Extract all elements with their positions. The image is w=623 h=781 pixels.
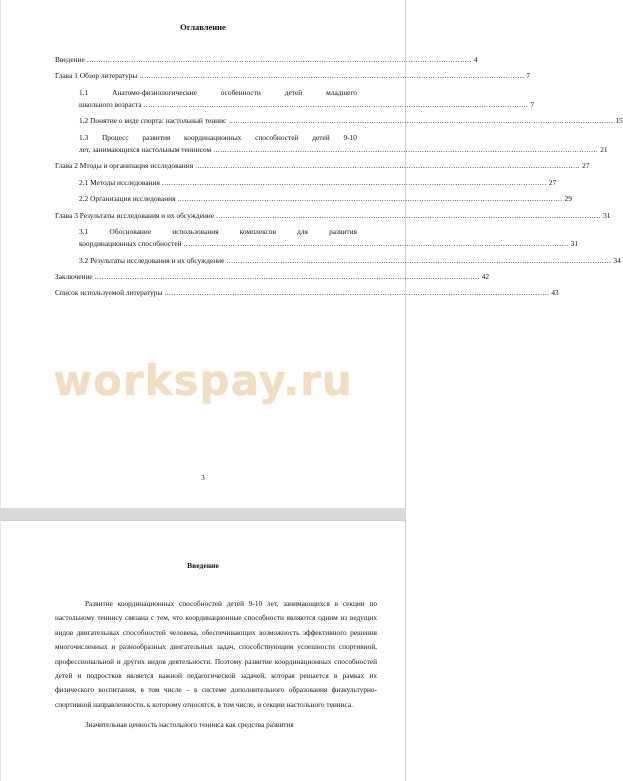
toc-leader-dots: .................................................................................................................................................................... xyxy=(139,71,525,81)
toc-entry[interactable] xyxy=(55,255,621,267)
toc-leader-dots: .................................................................................................................................................................... xyxy=(228,116,614,126)
toc-entry-page: 7 xyxy=(526,71,531,81)
section-body xyxy=(55,597,377,733)
toc-leader-dots: .................................................................................................................................................................... xyxy=(177,194,563,204)
toc-leader-dots: .................................................................................................................................................................... xyxy=(143,99,529,109)
toc-leader-dots: .................................................................................................................................................................... xyxy=(183,239,569,249)
page-number: 3 xyxy=(201,474,205,482)
toc-entry-page: 4 xyxy=(473,55,478,64)
toc-entry[interactable] xyxy=(55,115,623,127)
toc-entry[interactable] xyxy=(55,193,572,205)
paragraph: Развитие координационных способностей детей 9-10 лет, занимающихся в секции по настольному теннису связана с тем, что координационные способности являются одним из ведущих видов двигательных способностей человека, обеспечивающих возможность эффективного решения многочисленных и разнообразных двигательных задач, способствующим успешности спортивной, профессиональной и других видов деятельности. Поэтому развитие координационных способностей детей и подростков является важной педагогической задачей, которая решается в рамках их физического воспитания, в том числе – в системе дополнительного образования физкультурно-спортивной направленности, к которому относятся, в том числе, и секции настольного тенниса. xyxy=(55,599,377,709)
toc-entry-text: 3.2 Результаты исследования и их обсуждение xyxy=(79,255,225,265)
toc-entry-text: Заключение xyxy=(55,271,93,281)
toc-entry-page: 43 xyxy=(551,288,559,298)
toc-entry-text: Глава 2 Мтоды и организация исследования xyxy=(55,161,194,171)
toc-entry-text: 1.3 Процесс развития координационных способностей детей 9-10 xyxy=(79,132,357,142)
document-page xyxy=(0,520,406,781)
toc-entry[interactable] xyxy=(55,271,490,283)
toc-entry-text: 2.2 Организация исследования xyxy=(79,194,176,204)
toc-entry-text: 1.2 Понятие о виде спорта: настольный теннис xyxy=(79,116,227,126)
toc-entry-page: 29 xyxy=(564,194,572,204)
toc-leader-dots: .................................................................................................................................................................... xyxy=(161,177,547,187)
toc-entry-page: 7 xyxy=(530,99,535,109)
toc-entry[interactable] xyxy=(55,132,608,156)
toc-entry-text: Список используемой литературы xyxy=(55,288,163,298)
toc-entry[interactable] xyxy=(55,287,559,299)
toc-entry[interactable] xyxy=(55,87,535,111)
toc-entry-text: 2.1 Методы исследования xyxy=(79,177,160,187)
toc-entry[interactable] xyxy=(55,177,557,189)
table-of-contents xyxy=(55,54,623,300)
toc-entry-text: Глава 1 Обзор литературы xyxy=(55,71,138,81)
toc-entry-page: 15 xyxy=(615,116,623,126)
toc-entry-text: Глава 3 Результаты исследования и их обсуждение xyxy=(55,210,215,220)
watermark-logo: workspay.ru xyxy=(53,356,353,405)
toc-entry[interactable] xyxy=(55,226,579,250)
toc-title: Оглавление xyxy=(180,22,226,32)
toc-leader-dots: .................................................................................................................................................................... xyxy=(216,210,602,220)
toc-entry[interactable] xyxy=(55,210,611,222)
toc-entry[interactable] xyxy=(55,70,531,82)
toc-entry-text-continued: лет, занимающихся настольным теннисом xyxy=(79,144,212,154)
toc-entry-page: 27 xyxy=(582,161,590,171)
toc-entry-page: 31 xyxy=(570,239,579,249)
toc-entry-page: 42 xyxy=(481,271,490,281)
toc-entry-text: 1.1 Анатомо-физиологические особенности детей младшего xyxy=(79,87,357,97)
toc-entry-page: 34 xyxy=(613,255,621,265)
section-title: Введение xyxy=(187,561,219,570)
toc-leader-dots: .................................................................................................................................................................... xyxy=(164,288,550,298)
toc-leader-dots: .................................................................................................................................................................... xyxy=(195,161,581,171)
toc-leader-dots: .................................................................................................................................................................... xyxy=(213,144,599,154)
toc-entry-text: Введение xyxy=(55,55,85,64)
toc-leader-dots: .................................................................................................................................................................... xyxy=(226,255,612,265)
toc-leader-dots: .................................................................................................................................................................... xyxy=(86,55,472,64)
paragraph: Значительная ценность настольного тенниса как средства развития xyxy=(85,720,294,730)
toc-entry-text-continued: координационных способностей xyxy=(79,239,182,249)
toc-leader-dots: .................................................................................................................................................................... xyxy=(94,271,480,281)
toc-entry-page: 27 xyxy=(548,177,557,187)
toc-entry-text-continued: школьного возраста xyxy=(79,99,142,109)
page-separator xyxy=(0,508,406,520)
toc-entry[interactable] xyxy=(55,54,478,66)
toc-entry-text: 3.1 Обоснование использования комплексов для развития xyxy=(79,226,357,236)
toc-entry-page: 31 xyxy=(603,210,611,220)
toc-entry-page: 21 xyxy=(600,144,608,154)
toc-entry[interactable] xyxy=(55,160,590,172)
